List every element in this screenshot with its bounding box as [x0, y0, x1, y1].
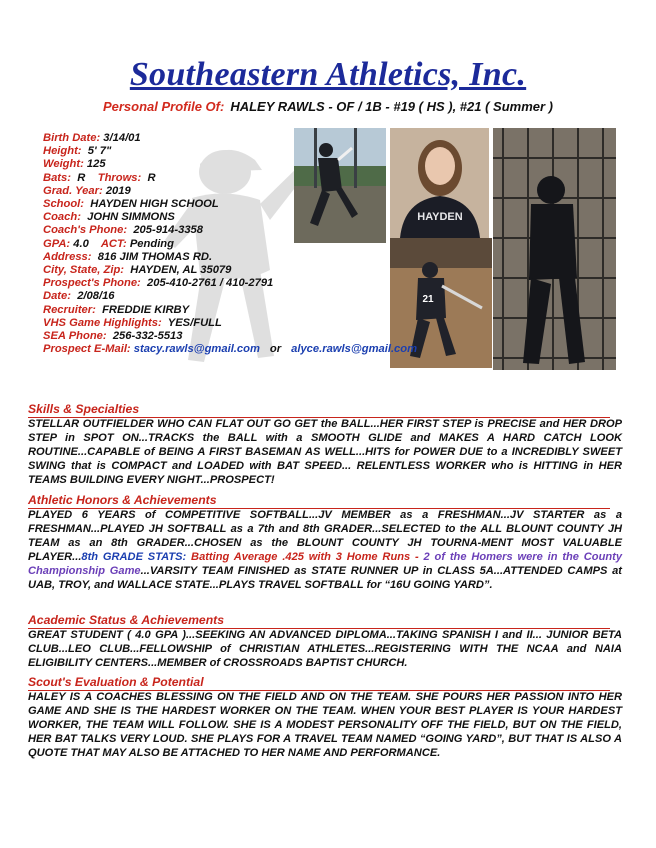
info-prospect-phone: Prospect's Phone: 205-410-2761 / 410-2791	[43, 277, 274, 290]
info-vhs-highlights: VHS Game Highlights: YES/FULL	[43, 316, 222, 329]
page-title: Southeastern Athletics, Inc.	[129, 56, 527, 93]
section-body: HALEY IS A COACHES BLESSING ON THE FIELD AND ON THE TEAM. SHE POURS HER PASSION INTO HER GAME AND SHE IS THE HARDEST WORKER ON THE TEAM. WHEN YOUR BEST PLAYER IS YOUR HARDEST WORKER, THE TEAM WILL FOLLOW. SHE IS A MODEST PERSONALITY OFF THE FIELD, BUT ON THE FIELD, HER BAT TALKS VERY LOUD. SHE PLAYS FOR A TRAVEL TEAM NAMED “GOING YARD”, BUT THAT IS ALSO A QUOTE THAT MAY ALSO BE ATTACHED TO HER NAME AND PERFORMANCE.	[28, 691, 622, 759]
section-body: PLAYED 6 YEARS of COMPETITIVE SOFTBALL...JV MEMBER as a FRESHMAN...JV STARTER as a FRESHMAN...PLAYED JH SOFTBALL as a 7th and 8th GRADER...SELECTED to the ALL BLOUNT COUNTY JH TEAM as an 8th GRADER...CHOSEN as the BLOUNT COUNTY JH TOURNA-MENT MOST VALUABLE PLAYER...8th GRADE STATS: Batting Average .425 with 3 Home Runs - 2 of the Homers were in the County Championship Game...VARSITY TEAM FINISHED as STATE RUNNER UP in CLASS 5A...ATTENDED CAMPS at UAB, TROY, and WALLACE STATE...PLAYS TRAVEL SOFTBALL for “16U GOING YARD”.	[28, 509, 623, 591]
email-link-secondary[interactable]: alyce.rawls@gmail.com	[291, 343, 418, 356]
profile-subtitle	[0, 99, 656, 114]
section-athletic	[28, 493, 628, 592]
batting-cage-photo	[493, 128, 616, 370]
profile-label: Personal Profile Of:	[102, 99, 225, 114]
info-weight: Weight: 125	[43, 158, 106, 171]
section-scout	[28, 675, 628, 761]
info-gpa-act: GPA: 4.0 ACT: Pending	[43, 237, 174, 250]
stats-label: 8th GRADE STATS:	[81, 550, 187, 563]
info-date: Date: 2/08/16	[43, 290, 115, 303]
info-bats-throws: Bats: R Throws: R	[43, 171, 156, 184]
info-grad-year: Grad. Year: 2019	[43, 184, 131, 197]
stats-value: Batting Average .425 with 3 Home Runs -	[186, 550, 424, 563]
info-sea-phone: SEA Phone: 256-332-5513	[43, 330, 183, 343]
stats-note: 2 of the Homers were in the County Championship Game	[28, 550, 623, 577]
profile-info	[43, 132, 463, 356]
email-link-primary[interactable]: stacy.rawls@gmail.com	[133, 343, 260, 356]
section-heading: Athletic Honors & Achievements	[28, 493, 610, 509]
info-address: Address: 816 JIM THOMAS RD.	[43, 250, 213, 263]
info-coach: Coach: JOHN SIMMONS	[43, 211, 175, 224]
info-city-state-zip: City, State, Zip: HAYDEN, AL 35079	[43, 264, 232, 277]
batting-jersey-number: 21	[422, 294, 434, 305]
section-heading: Skills & Specialties	[28, 402, 610, 418]
section-body: GREAT STUDENT ( 4.0 GPA )...SEEKING AN ADVANCED DIPLOMA...TAKING SPANISH I and II... JUNIOR BETA CLUB...LEO CLUB...FELLOWSHIP of CHRISTIAN ATHLETES...REGISTERING WITH THE NCAA and NAIA ELIGIBILITY CENTERS...MEMBER of CROSSROADS BAPTIST CHURCH.	[28, 629, 622, 669]
section-skills	[28, 402, 628, 488]
portrait-jersey-text: HAYDEN	[417, 211, 463, 223]
info-school: School: HAYDEN HIGH SCHOOL	[43, 198, 219, 211]
section-heading: Scout's Evaluation & Potential	[28, 675, 610, 691]
info-email: Prospect E-Mail: stacy.rawls@gmail.com or alyce.rawls@gmail.com	[43, 343, 418, 356]
section-academic	[28, 613, 628, 671]
info-recruiter: Recruiter: FREDDIE KIRBY	[43, 303, 190, 316]
info-height: Height: 5' 7"	[43, 145, 112, 158]
info-coach-phone: Coach's Phone: 205-914-3358	[43, 224, 203, 237]
section-body: STELLAR OUTFIELDER WHO CAN FLAT OUT GO GET the BALL...HER FIRST STEP is PRECISE and HER DROP STEP in SPOT ON...TRACKS the BALL with a SMOOTH GLIDE and MAKES A HARD CATCH LOOK ROUTINE...CAPABLE of BEING A FIRST BASEMAN AS WELL...HITS for POWER DUE to a INCREDIBLY SWEET SWING that is COMPACT and LOADED with BAT SPEED... RELENTLESS WORKER who is HITTING in HER TEAMS BUILDING EVERY NIGHT...PROSPECT!	[28, 418, 622, 486]
section-heading: Academic Status & Achievements	[28, 613, 610, 629]
info-birth-date: Birth Date: 3/14/01	[43, 132, 141, 144]
profile-name: HALEY RAWLS - OF / 1B - #19 ( HS ), #21 ( Summer )	[230, 99, 554, 114]
